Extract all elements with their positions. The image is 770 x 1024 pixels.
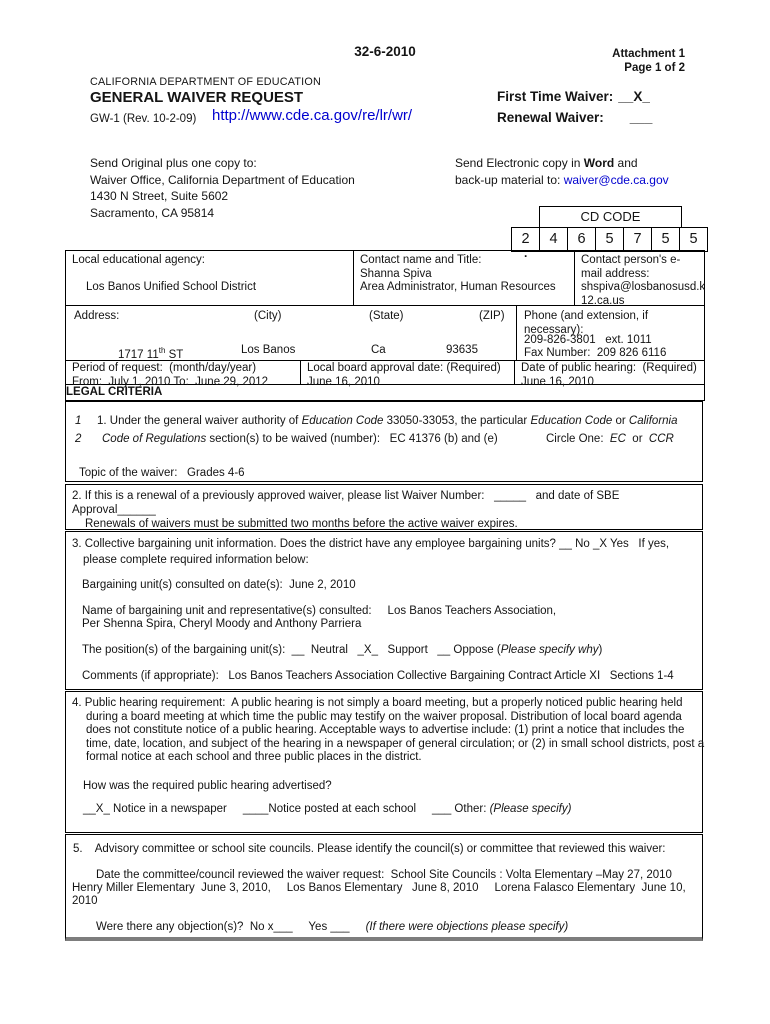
table-row: [66, 360, 704, 388]
zip-value: 93635: [446, 344, 478, 356]
form-revision: GW-1 (Rev. 10-2-09): [90, 113, 197, 125]
period-cell: [66, 361, 301, 388]
cde-url-link[interactable]: http://www.cde.ca.gov/re/lr/wr/: [212, 107, 413, 124]
contact-cell: [354, 251, 575, 305]
fax-value: Fax Number: 209 826 6116: [524, 347, 667, 359]
cd-code-digit: 2: [511, 227, 540, 252]
document-number: 32-6-2010: [354, 44, 416, 59]
cd-code-digit: 4: [539, 227, 568, 252]
bargaining-line1: 3. Collective bargaining unit information. Does the district have any employee bargaining units? __ No _X Yes If yes,: [72, 538, 670, 550]
waiver-topic: Topic of the waiver: Grades 4-6: [79, 467, 245, 479]
send-electronic-line2: back-up material to: waiver@cde.ca.gov: [455, 172, 669, 187]
bargaining-unit-name: Name of bargaining unit and representative(s) consulted: Los Banos Teachers Association,: [82, 605, 557, 617]
attachment-block: [612, 47, 685, 75]
cd-code-digit: 5: [595, 227, 624, 252]
bargaining-representatives: Per Shenna Spira, Cheryl Moody and Anthony Parriera: [82, 618, 362, 630]
advisory-review-line2: Henry Miller Elementary June 3, 2010, Los Banos Elementary June 8, 2010 Lorena Falasco Elementary June 10,: [72, 882, 686, 894]
lea-cell: [66, 251, 354, 305]
cd-code-digit: 5: [679, 227, 708, 252]
send-original-line1: Send Original plus one copy to:: [90, 156, 257, 170]
first-time-waiver-label: First Time Waiver:: [497, 89, 614, 104]
state-label: (State): [369, 310, 404, 322]
email-value-line1: shspiva@losbanosusd.k: [581, 281, 706, 293]
form-title: GENERAL WAIVER REQUEST: [90, 89, 304, 106]
lea-value: Los Banos Unified School District: [86, 280, 257, 293]
hearing-date-value: June 16, 2010: [521, 375, 594, 388]
city-label: (City): [254, 310, 282, 322]
board-date-value: June 16, 2010: [307, 375, 380, 388]
send-original-block: [90, 155, 355, 221]
address-label: Address:: [74, 310, 120, 322]
scan-artifact-dot: .: [524, 246, 528, 260]
city-value: Los Banos: [241, 344, 296, 356]
section-4-public-hearing: [65, 691, 708, 833]
section-2-renewal: [65, 484, 703, 530]
hearing-paragraph: 4. Public hearing requirement: A public hearing is not simply a board meeting, but a properly noticed public hearing held during a board meeting at which time the public may testify on the waiver proposal. Distribution of local board agenda does not constitute notice of a public hearing. Acceptable ways to advertise include: (1) print a notice that includes the time, date, location, and subject of the hearing in a newspaper of general circulation; or (2) in small school districts, post a formal notice at each school and three public places in the district.: [72, 697, 708, 763]
authority-line2: Code of Regulations section(s) to be waived (number): EC 41376 (b) and (e): [102, 433, 498, 445]
word-emphasis: Word: [583, 156, 615, 170]
bargaining-line2: please complete required information below:: [83, 554, 309, 566]
cd-code-digit: 7: [623, 227, 652, 252]
legal-criteria-header: LEGAL CRITERIA: [66, 384, 704, 400]
send-original-line4: Sacramento, CA 95814: [90, 205, 215, 220]
cd-code-digit: 5: [651, 227, 680, 252]
section-3-bargaining: [65, 531, 703, 690]
hearing-date-cell: [515, 361, 704, 388]
table-row: [66, 305, 704, 360]
renewal-waiver-label: Renewal Waiver:: [497, 110, 604, 125]
cd-code-header: CD CODE: [539, 206, 682, 228]
contact-label: Contact name and Title:: [360, 254, 482, 266]
send-original-line3: 1430 N Street, Suite 5602: [90, 189, 229, 203]
circle-one-field: Circle One: EC or CCR: [546, 433, 674, 445]
margin-line-number-1: 1: [75, 415, 82, 427]
zip-label: (ZIP): [479, 310, 505, 322]
send-electronic-line1: Send Electronic copy in Word and: [455, 156, 638, 170]
renewal-waiver-value: ___: [629, 110, 653, 125]
margin-line-number-2: 2: [75, 433, 82, 445]
board-date-cell: [301, 361, 515, 388]
hearing-date-label: Date of public hearing: (Required): [521, 362, 697, 374]
hearing-question: How was the required public hearing advertised?: [83, 780, 332, 792]
objections-question: Were there any objection(s)? No x___ Yes ___ (If there were objections please specify): [96, 921, 569, 933]
phone-label: Phone (and extension, if necessary):: [524, 310, 652, 336]
renewal-line2: Renewals of waivers must be submitted two months before the active waiver expires.: [85, 518, 518, 530]
renewal-waiver-field: [497, 110, 652, 125]
send-electronic-block: [455, 155, 669, 188]
authority-line1: 1. Under the general waiver authority of Education Code 33050-33053, the particular Education Code or California: [97, 415, 678, 427]
first-time-waiver-field: [497, 89, 650, 104]
bargaining-position: The position(s) of the bargaining unit(s): __ Neutral _X_ Support __ Oppose (Please specify why): [82, 644, 603, 656]
attachment-label: Attachment 1: [612, 48, 685, 60]
waiver-email-link[interactable]: waiver@cde.ca.gov: [563, 172, 669, 187]
section-5-advisory: [65, 834, 703, 941]
renewal-line1: 2. If this is a renewal of a previously approved waiver, please list Waiver Number: _____ and date of SBE Approval______: [72, 490, 622, 516]
state-value: Ca: [371, 344, 386, 356]
board-date-label: Local board approval date: (Required): [307, 362, 501, 374]
advisory-review-line3: 2010: [72, 895, 98, 907]
section-1-waiver-authority: [65, 401, 703, 482]
department-name: CALIFORNIA DEPARTMENT OF EDUCATION: [90, 76, 321, 88]
phone-value: 209-826-3801 ext. 1011: [524, 334, 652, 346]
period-label: Period of request: (month/day/year): [72, 362, 257, 374]
table-row: [66, 251, 704, 305]
advisory-line1: 5. Advisory committee or school site councils. Please identify the council(s) or committee that reviewed this waiver:: [73, 843, 666, 855]
contact-name: Shanna Spiva: [360, 267, 432, 280]
email-label: Contact person's e-mail address:: [581, 254, 681, 280]
lea-label: Local educational agency:: [72, 254, 205, 266]
first-time-waiver-value: __X_: [618, 89, 650, 104]
hearing-answers: __X_ Notice in a newspaper ____Notice posted at each school ___ Other: (Please specify): [83, 803, 572, 815]
page-indicator: Page 1 of 2: [624, 62, 685, 74]
bargaining-dates: Bargaining unit(s) consulted on date(s): June 2, 2010: [82, 579, 356, 591]
cd-code-digit: 6: [567, 227, 596, 252]
street-value: 1717 11th ST: [118, 346, 184, 361]
contact-title: Area Administrator, Human Resources: [360, 281, 556, 293]
email-value-line2: 12.ca.us: [581, 294, 625, 307]
cell-divider: [516, 306, 517, 360]
cd-code-digit-row: [511, 227, 708, 252]
send-original-line2: Waiver Office, California Department of Education: [90, 172, 355, 187]
advisory-review-line1: Date the committee/council reviewed the waiver request: School Site Councils : Volta Elementary –May 27, 2010: [96, 869, 672, 881]
period-value: From: July 1, 2010 To: June 29, 2012: [72, 375, 269, 388]
agency-info-table: [65, 250, 705, 401]
email-cell: [575, 251, 704, 305]
bargaining-comments: Comments (if appropriate): Los Banos Teachers Association Collective Bargaining Contract Article XI Sections 1-4: [82, 670, 674, 682]
